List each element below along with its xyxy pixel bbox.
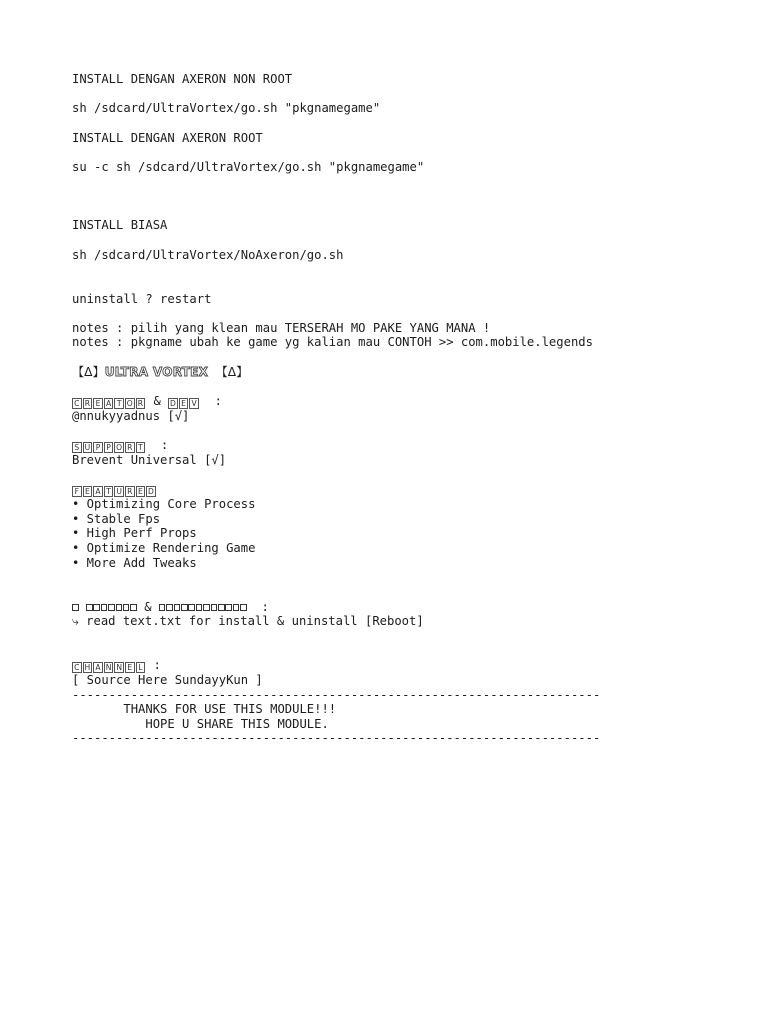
support-value: Brevent Universal [√] <box>72 453 227 468</box>
ultra-vortex-banner <box>72 365 692 380</box>
notes-line-2: notes : pkgname ubah ke game yg kalian mau CONTOH >> com.mobile.legends <box>72 335 593 350</box>
list-item: • Stable Fps <box>72 511 161 526</box>
install-biasa-command: sh /sdcard/UltraVortex/NoAxeron/go.sh <box>72 247 344 262</box>
notes-line-1: notes : pilih yang klean mau TERSERAH MO PAKE YANG MANA ! <box>72 320 491 335</box>
install-axeron-non-root-command: sh /sdcard/UltraVortex/go.sh "pkgnamegame" <box>72 101 381 116</box>
install-axeron-root-command: su -c sh /sdcard/UltraVortex/go.sh "pkgnamegame" <box>72 159 425 174</box>
dev-label: D E V <box>168 398 200 409</box>
list-item: • Optimize Rendering Game <box>72 541 256 556</box>
instructions-heading: & : <box>72 600 692 615</box>
instructions-line: ⤷ read text.txt for install & uninstall [Reboot] <box>72 614 424 629</box>
document-body <box>72 72 692 746</box>
missing-glyph-boxes-word2 <box>159 604 247 611</box>
divider-bottom: ------------------------------------------------------------------------ <box>72 731 601 746</box>
install-biasa-title: INSTALL BIASA <box>72 218 168 233</box>
hope-line: HOPE U SHARE THIS MODULE. <box>72 716 329 731</box>
uninstall-line: uninstall ? restart <box>72 291 212 306</box>
support-heading: S U P P O R T : <box>72 438 692 453</box>
channel-label: C H A N N E L <box>72 662 146 673</box>
banner-left-bracket: 【Δ】 <box>72 364 105 379</box>
banner-right-bracket: 【Δ】 <box>215 364 249 379</box>
install-axeron-root-title: INSTALL DENGAN AXERON ROOT <box>72 130 263 145</box>
divider-top: ------------------------------------------------------------------------ <box>72 687 601 702</box>
creator-label: C R E A T O R <box>72 398 146 409</box>
channel-value: [ Source Here SundayyKun ] <box>72 672 263 687</box>
list-item: • High Perf Props <box>72 526 197 541</box>
featured-heading <box>72 482 692 497</box>
creator-value: @nnukyyadnus [√] <box>72 408 190 423</box>
featured-label: F E A T U R E D <box>72 486 157 497</box>
missing-glyph-box <box>72 604 79 611</box>
creator-heading: C R E A T O R & D E V : <box>72 394 692 409</box>
thanks-line: THANKS FOR USE THIS MODULE!!! <box>72 702 337 717</box>
list-item: • More Add Tweaks <box>72 555 197 570</box>
missing-glyph-boxes-word1 <box>86 604 137 611</box>
banner-title: ULTRA VORTEX <box>104 364 209 379</box>
list-item: • Optimizing Core Process <box>72 497 256 512</box>
support-label: S U P P O R T <box>72 442 146 453</box>
install-axeron-non-root-title: INSTALL DENGAN AXERON NON ROOT <box>72 72 293 86</box>
channel-heading: C H A N N E L : <box>72 658 692 673</box>
